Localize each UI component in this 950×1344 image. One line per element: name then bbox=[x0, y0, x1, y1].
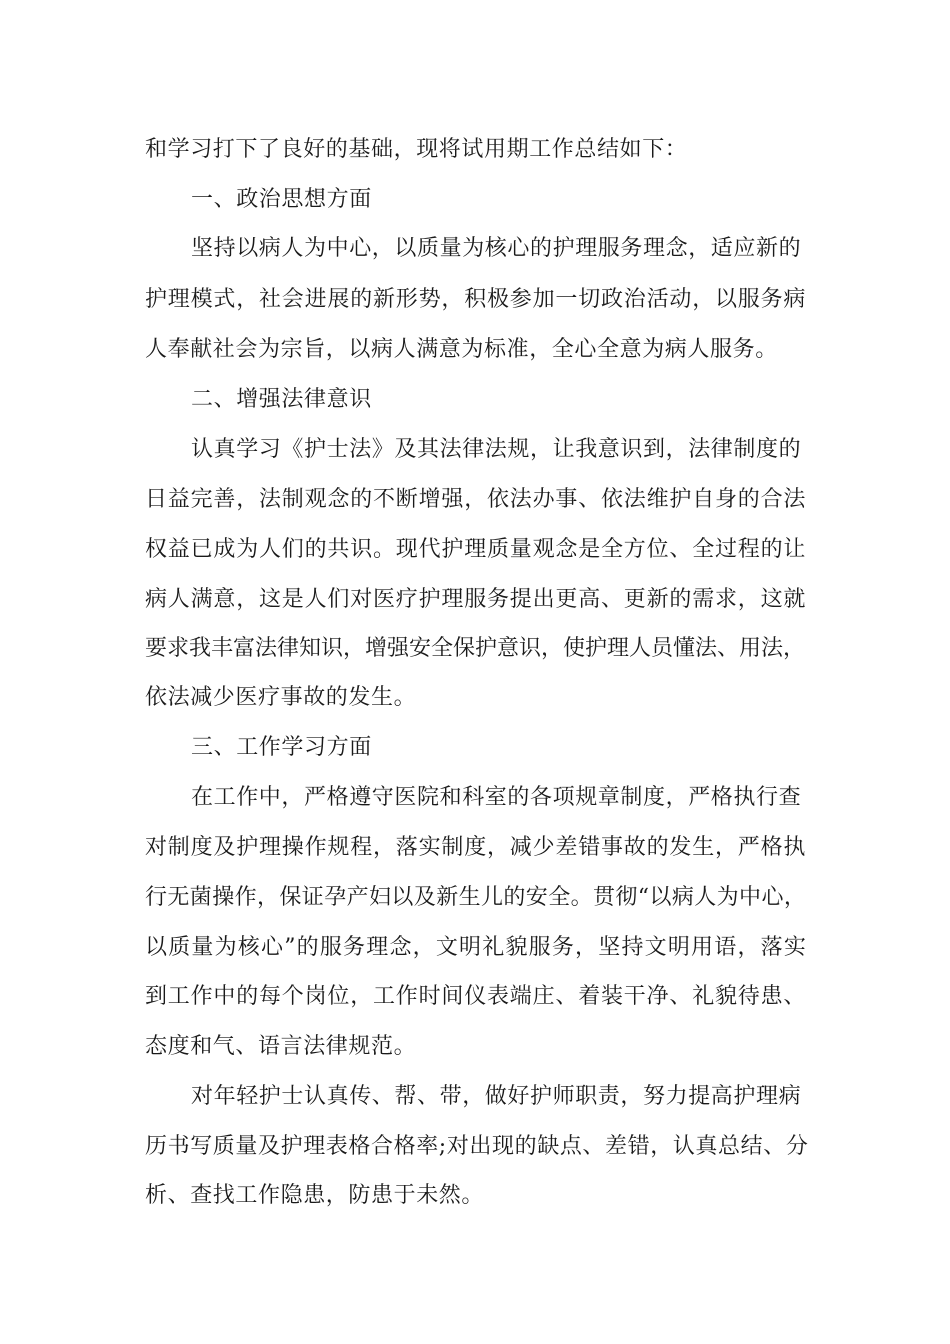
text-line: 行无菌操作，保证孕产妇以及新生儿的安全。贯彻“以病人为中心， bbox=[145, 885, 807, 910]
text-line: 人奉献社会为宗旨，以病人满意为标准，全心全意为病人服务。 bbox=[145, 337, 778, 362]
text-line: 坚持以病人为中心，以质量为核心的护理服务理念，适应新的 bbox=[191, 236, 802, 261]
text-line: 对制度及护理操作规程，落实制度，减少差错事故的发生，严格执 bbox=[145, 835, 807, 860]
section-heading: 三、工作学习方面 bbox=[191, 735, 372, 760]
text-line: 依法减少医疗事故的发生。 bbox=[145, 685, 417, 710]
text-line: 到工作中的每个岗位，工作时间仪表端庄、着装干净、礼貌待患、 bbox=[145, 984, 807, 1009]
text-line: 在工作中，严格遵守医院和科室的各项规章制度，严格执行查 bbox=[191, 785, 802, 810]
section-heading: 一、政治思想方面 bbox=[191, 187, 372, 212]
text-line: 病人满意，这是人们对医疗护理服务提出更高、更新的需求，这就 bbox=[145, 587, 807, 612]
text-line: 对年轻护士认真传、帮、带，做好护师职责，努力提高护理病 bbox=[191, 1084, 802, 1109]
text-line: 态度和气、语言法律规范。 bbox=[145, 1034, 417, 1059]
text-line: 和学习打下了良好的基础，现将试用期工作总结如下： bbox=[145, 137, 688, 162]
section-heading: 二、增强法律意识 bbox=[191, 387, 372, 412]
text-line: 护理模式，社会进展的新形势，积极参加一切政治活动，以服务病 bbox=[145, 287, 807, 312]
text-line: 权益已成为人们的共识。现代护理质量观念是全方位、全过程的让 bbox=[145, 537, 807, 562]
text-line: 以质量为核心”的服务理念，文明礼貌服务，坚持文明用语，落实 bbox=[145, 935, 808, 960]
text-line: 析、查找工作隐患，防患于未然。 bbox=[145, 1183, 485, 1208]
text-line: 日益完善，法制观念的不断增强，依法办事、依法维护自身的合法 bbox=[145, 487, 807, 512]
text-line: 要求我丰富法律知识，增强安全保护意识，使护理人员懂法、用法， bbox=[145, 636, 806, 661]
text-line: 认真学习《护士法》及其法律法规，让我意识到，法律制度的 bbox=[191, 437, 802, 462]
text-line: 历书写质量及护理表格合格率;对出现的缺点、差错，认真总结、分 bbox=[145, 1134, 809, 1159]
